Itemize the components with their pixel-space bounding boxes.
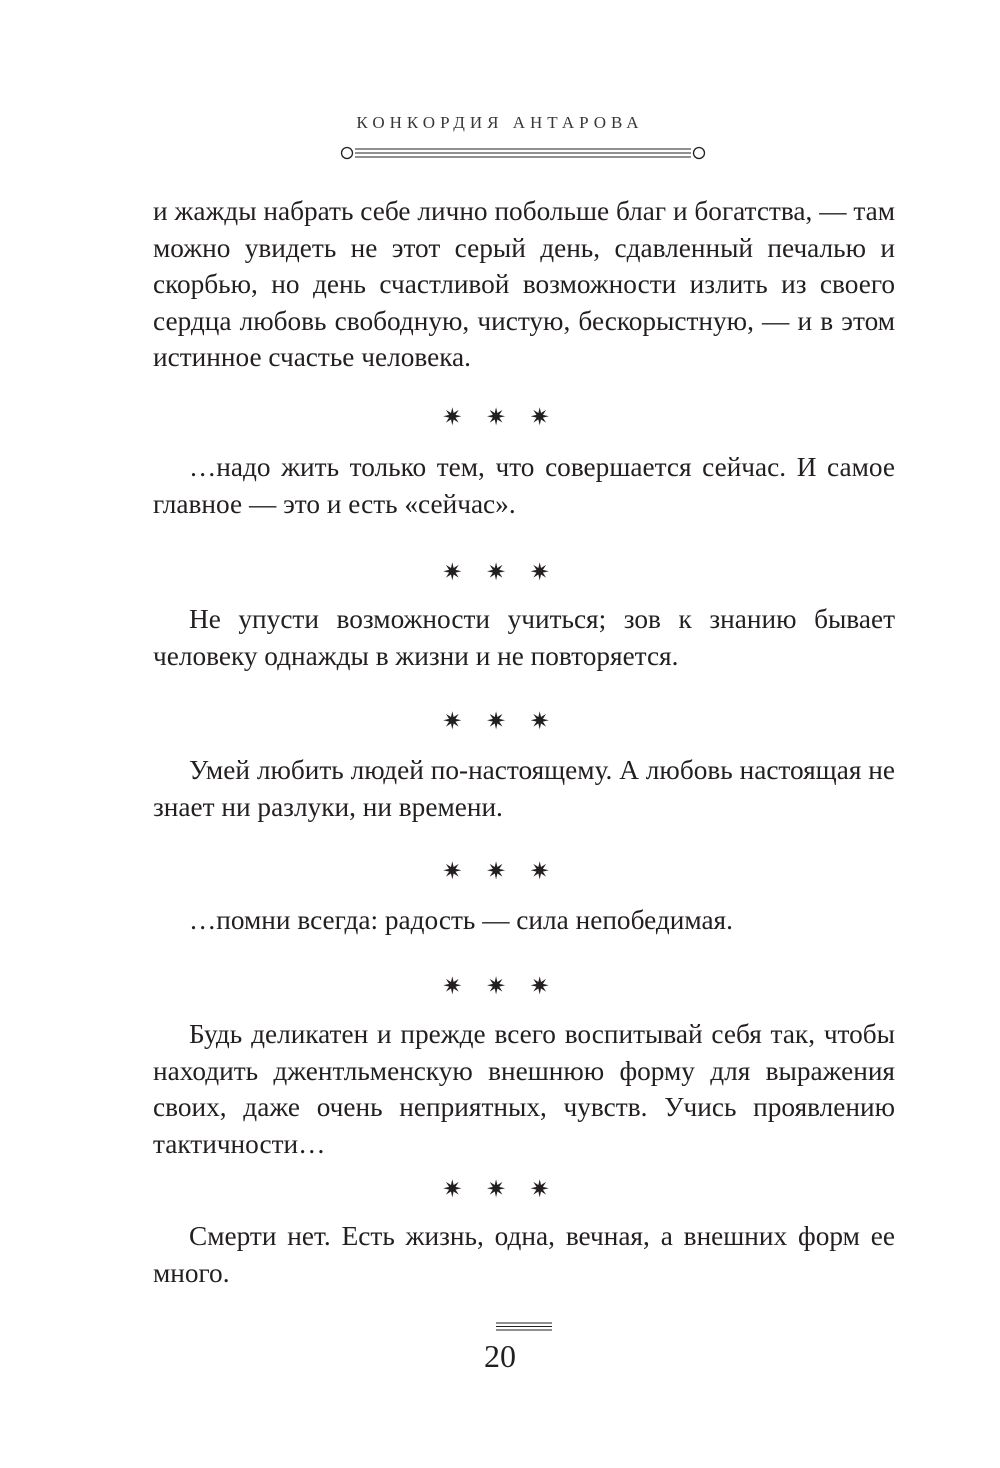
section-separator: ✷ ✷ ✷ (442, 857, 558, 885)
section-separator: ✷ ✷ ✷ (442, 403, 558, 431)
header-ornament-icon (340, 142, 706, 164)
section-separator: ✷ ✷ ✷ (442, 1175, 558, 1203)
paragraph-aphorism-learn: Не упусти возможности учиться; зов к знанию бывает человеку однажды в жизни и не повторяется. (153, 604, 895, 671)
page-number: 20 (484, 1338, 516, 1374)
running-head-author: КОНКОРДИЯ АНТАРОВА (356, 113, 644, 132)
section-separator: ✷ ✷ ✷ (442, 972, 558, 1000)
paragraph-aphorism-joy: …помни всегда: радость — сила непобедимая. (189, 905, 733, 935)
section-separator: ✷ ✷ ✷ (442, 558, 558, 586)
paragraph-aphorism-tact: Будь деликатен и прежде всего воспитывай себя так, чтобы находить джентльменскую внешнюю форму для выражения своих, даже очень неприятных, чувств. Учись проявлению тактичности… (153, 1019, 895, 1159)
paragraph-continuation: и жажды набрать себе лично побольше благ и богатства, — там можно увидеть не этот серый день, сдавленный печалью и скорбью, но день счастливой возможности излить из своего сердца любовь свободную, чистую, бескорыстную, — и в этом истинное счастье человека. (153, 196, 895, 372)
paragraph-aphorism-now: …надо жить только тем, что совершается сейчас. И самое главное — это и есть «сейчас». (153, 452, 895, 519)
paragraph-aphorism-love: Умей любить людей по-настоящему. А любовь настоящая не знает ни разлуки, ни времени. (153, 755, 895, 822)
footer-rule-icon (496, 1322, 552, 1331)
paragraph-aphorism-death: Смерти нет. Есть жизнь, одна, вечная, а внешних форм ее много. (153, 1221, 895, 1288)
section-separator: ✷ ✷ ✷ (442, 707, 558, 735)
